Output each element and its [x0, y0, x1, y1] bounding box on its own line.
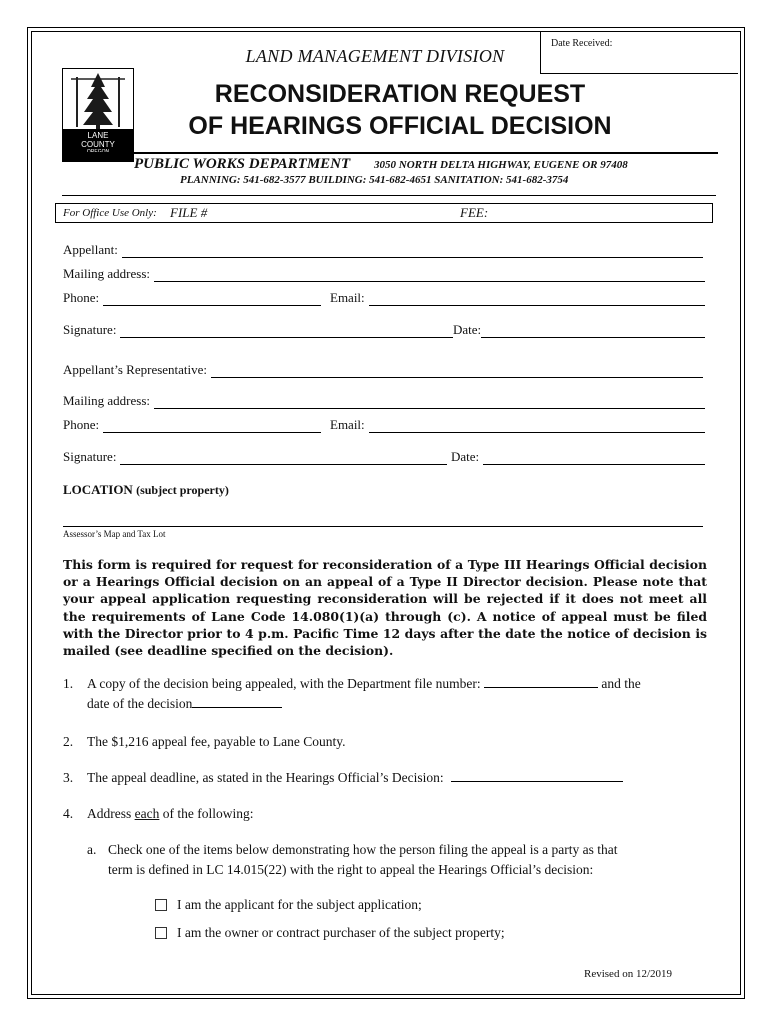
department-address: 3050 NORTH DELTA HIGHWAY, EUGENE OR 97408 — [374, 159, 628, 171]
checkbox-owner-label: I am the owner or contract purchaser of the subject property; — [177, 925, 505, 940]
department-phones: PLANNING: 541-682-3577 BUILDING: 541-682-4651 SANITATION: 541-682-3754 — [180, 174, 569, 186]
item-4-text-each: each — [134, 806, 160, 821]
item-4-number: 4. — [63, 806, 74, 821]
decision-date-input-line[interactable] — [192, 696, 282, 708]
appellant-label: Appellant: — [63, 242, 118, 257]
location-sublabel: (subject property) — [136, 483, 229, 497]
appellant-phone-field[interactable] — [63, 290, 321, 306]
representative-phone-field[interactable] — [63, 417, 321, 433]
item-4a-letter: a. — [87, 842, 97, 857]
representative-email-field[interactable] — [330, 417, 705, 433]
representative-signature-field[interactable] — [63, 449, 447, 465]
assessor-input-line[interactable] — [63, 526, 703, 527]
item-3-text: The appeal deadline, as stated in the Hearings Official’s Decision: — [87, 770, 444, 785]
appellant-phone-label: Phone: — [63, 290, 100, 305]
appellant-signature-input-line[interactable] — [120, 326, 453, 338]
item-1-number: 1. — [63, 676, 74, 691]
appellant-field[interactable] — [63, 242, 703, 258]
file-number-input-line[interactable] — [484, 676, 598, 688]
form-title-line2: OF HEARINGS OFFICIAL DECISION — [188, 112, 612, 140]
representative-input-line[interactable] — [211, 366, 703, 378]
item-1 — [87, 674, 707, 694]
item-2-number: 2. — [63, 734, 74, 749]
item-4-text-post: of the following: — [159, 806, 254, 821]
checkbox-owner[interactable] — [155, 927, 167, 939]
appellant-email-field[interactable] — [330, 290, 705, 306]
checkbox-applicant-row[interactable] — [155, 897, 422, 913]
item-4-text-pre: Address — [87, 806, 135, 821]
date-received-label: Date Received: — [551, 38, 613, 49]
representative-date-field[interactable] — [451, 449, 705, 465]
item-3-number: 3. — [63, 770, 74, 785]
checkbox-applicant[interactable] — [155, 899, 167, 911]
representative-date-label: Date: — [451, 449, 480, 464]
appellant-email-input-line[interactable] — [369, 294, 705, 306]
office-use-label: For Office Use Only: — [63, 207, 157, 219]
location-label: LOCATION — [63, 482, 133, 497]
item-1-text: A copy of the decision being appealed, with the Department file number: — [87, 676, 481, 691]
appellant-date-input-line[interactable] — [481, 326, 705, 338]
item-1-text-end: and the — [601, 676, 641, 691]
location-heading — [63, 482, 229, 498]
item-1-line2 — [87, 694, 282, 714]
representative-email-label: Email: — [330, 417, 365, 432]
representative-mailing-input-line[interactable] — [154, 397, 705, 409]
header-rule-thin — [62, 195, 716, 196]
item-1-date-label: date of the decision — [87, 696, 193, 711]
date-received-box[interactable] — [540, 32, 738, 74]
appellant-date-label: Date: — [453, 322, 482, 337]
checkbox-applicant-label: I am the applicant for the subject application; — [177, 897, 422, 912]
representative-signature-input-line[interactable] — [120, 453, 447, 465]
department-name: PUBLIC WORKS DEPARTMENT — [134, 156, 351, 172]
representative-signature-label: Signature: — [63, 449, 117, 464]
appellant-phone-input-line[interactable] — [103, 294, 321, 306]
appellant-signature-field[interactable] — [63, 322, 453, 338]
appellant-mailing-input-line[interactable] — [154, 270, 705, 282]
logo-text-lane: LANE — [87, 131, 109, 140]
appellant-signature-label: Signature: — [63, 322, 117, 337]
checkbox-owner-row[interactable] — [155, 925, 505, 941]
logo-text-oregon: OREGON — [86, 149, 110, 155]
file-number-label: FILE # — [170, 205, 208, 220]
intro-paragraph: This form is required for request for reconsideration of a Type III Hearings Official decision or a Hearings Official decision on an appeal of a Type II Director decision. Please note that your appeal application requesting reconsideration will be rejected if it does not meet all the requirements of Lane Code 14.080(1)(a) through (c). A notice of appeal must be filed with the Director prior to 4 p.m. Pacific Time 12 days after the date the notice of decision is mailed (see deadline specified on the decision). — [63, 557, 707, 659]
representative-email-input-line[interactable] — [369, 421, 705, 433]
representative-phone-input-line[interactable] — [103, 421, 321, 433]
item-2-text: The $1,216 appeal fee, payable to Lane County. — [87, 734, 346, 749]
assessor-label: Assessor’s Map and Tax Lot — [63, 529, 166, 539]
representative-field[interactable] — [63, 362, 703, 378]
form-title-line1: RECONSIDERATION REQUEST — [214, 80, 586, 108]
appellant-mailing-field[interactable] — [63, 266, 705, 282]
representative-mailing-field[interactable] — [63, 393, 705, 409]
appeal-deadline-input-line[interactable] — [451, 770, 623, 782]
revised-date: Revised on 12/2019 — [584, 968, 672, 980]
item-3 — [87, 768, 623, 788]
representative-date-input-line[interactable] — [483, 453, 705, 465]
division-name: LAND MANAGEMENT DIVISION — [245, 46, 505, 66]
item-4a-text-1: Check one of the items below demonstrating how the person filing the appeal is a party as that — [108, 842, 618, 857]
representative-mailing-label: Mailing address: — [63, 393, 151, 408]
appellant-input-line[interactable] — [122, 246, 703, 258]
item-4 — [87, 804, 253, 824]
representative-label: Appellant’s Representative: — [63, 362, 208, 377]
appellant-date-field[interactable] — [453, 322, 705, 338]
logo-text-county: COUNTY — [81, 140, 115, 149]
fee-label: FEE: — [460, 205, 489, 220]
appellant-mailing-label: Mailing address: — [63, 266, 151, 281]
header-rule — [70, 152, 718, 154]
representative-phone-label: Phone: — [63, 417, 100, 432]
appellant-email-label: Email: — [330, 290, 365, 305]
item-4a-text-2: term is defined in LC 14.015(22) with the right to appeal the Hearings Official’s decision: — [108, 862, 594, 877]
